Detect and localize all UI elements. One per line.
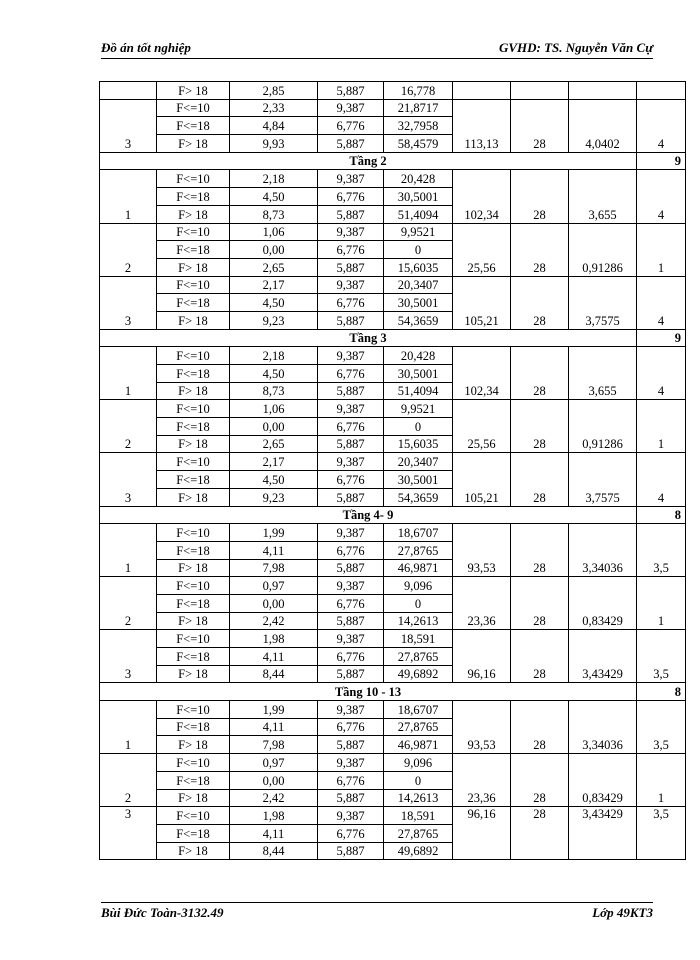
n-cell: 28	[511, 524, 569, 577]
product-cell: 49,6892	[384, 665, 453, 683]
group-number: 2	[100, 400, 157, 453]
condition-cell: F<=18	[157, 648, 230, 666]
condition-cell: F<=18	[157, 771, 230, 789]
area-cell: 4,11	[230, 718, 318, 736]
ratio-cell: 3,34036	[569, 701, 637, 754]
sum-cell: 113,13	[453, 99, 511, 152]
area-cell: 1,98	[230, 807, 318, 825]
header-left: Đồ án tốt nghiệp	[101, 40, 191, 55]
sum-cell: 96,16	[453, 807, 511, 860]
sum-cell: 102,34	[453, 347, 511, 400]
section-total: 9	[637, 329, 686, 347]
area-cell: 1,99	[230, 524, 318, 542]
condition-cell: F<=18	[157, 188, 230, 206]
product-cell: 21,8717	[384, 99, 453, 117]
table-row	[100, 152, 686, 170]
condition-cell: F<=10	[157, 400, 230, 418]
condition-cell: F<=18	[157, 365, 230, 383]
condition-cell: F<=10	[157, 807, 230, 825]
n-cell: 28	[511, 99, 569, 152]
product-cell: 18,591	[384, 807, 453, 825]
table-row	[100, 82, 686, 100]
condition-cell: F<=10	[157, 754, 230, 772]
footer-right: Lớp 49KT3	[592, 905, 653, 920]
product-cell: 30,5001	[384, 294, 453, 312]
condition-cell: F<=18	[157, 594, 230, 612]
condition-cell: F<=10	[157, 276, 230, 294]
n-cell: 28	[511, 807, 569, 860]
product-cell: 46,9871	[384, 559, 453, 577]
area-cell: 2,18	[230, 170, 318, 188]
condition-cell: F> 18	[157, 488, 230, 506]
product-cell: 0	[384, 771, 453, 789]
condition-cell: F<=18	[157, 718, 230, 736]
coef-cell: 9,387	[318, 453, 384, 471]
area-cell: 2,65	[230, 258, 318, 276]
product-cell: 30,5001	[384, 188, 453, 206]
group-number: 3	[100, 807, 157, 860]
product-cell: 58,4579	[384, 135, 453, 153]
product-cell: 0	[384, 594, 453, 612]
table-row	[100, 400, 686, 418]
condition-cell: F<=10	[157, 701, 230, 719]
coef-cell: 6,776	[318, 241, 384, 259]
condition-cell: F> 18	[157, 612, 230, 630]
coef-cell: 6,776	[318, 365, 384, 383]
condition-cell: F<=10	[157, 524, 230, 542]
area-cell: 4,50	[230, 188, 318, 206]
sum-cell: 105,21	[453, 276, 511, 329]
coef-cell: 5,887	[318, 382, 384, 400]
count-cell	[637, 82, 686, 100]
group-number: 3	[100, 453, 157, 506]
condition-cell: F<=18	[157, 418, 230, 436]
section-total: 9	[637, 152, 686, 170]
product-cell: 46,9871	[384, 736, 453, 754]
coef-cell: 6,776	[318, 418, 384, 436]
table-row	[100, 524, 686, 542]
section-total: 8	[637, 683, 686, 701]
area-cell: 2,33	[230, 99, 318, 117]
header-right: GVHD: TS. Nguyễn Văn Cự	[498, 40, 653, 55]
n-cell: 28	[511, 170, 569, 223]
coef-cell: 9,387	[318, 577, 384, 595]
area-cell: 2,65	[230, 435, 318, 453]
area-cell: 2,17	[230, 453, 318, 471]
area-cell: 2,42	[230, 789, 318, 807]
table-row	[100, 329, 686, 347]
coef-cell: 6,776	[318, 188, 384, 206]
area-cell: 1,98	[230, 630, 318, 648]
area-cell: 4,11	[230, 541, 318, 559]
coef-cell: 9,387	[318, 701, 384, 719]
area-cell: 8,73	[230, 205, 318, 223]
ratio-cell: 3,34036	[569, 524, 637, 577]
product-cell: 54,3659	[384, 311, 453, 329]
condition-cell: F<=10	[157, 347, 230, 365]
table-row	[100, 701, 686, 719]
product-cell: 27,8765	[384, 718, 453, 736]
condition-cell: F> 18	[157, 736, 230, 754]
condition-cell: F<=10	[157, 223, 230, 241]
coef-cell: 9,387	[318, 524, 384, 542]
coef-cell: 5,887	[318, 736, 384, 754]
coef-cell: 5,887	[318, 82, 384, 100]
sum-cell: 93,53	[453, 524, 511, 577]
group-number: 3	[100, 99, 157, 152]
sum-cell: 105,21	[453, 453, 511, 506]
ratio-cell: 0,91286	[569, 400, 637, 453]
area-cell: 8,44	[230, 665, 318, 683]
coef-cell: 9,387	[318, 223, 384, 241]
coef-cell: 5,887	[318, 559, 384, 577]
area-cell: 2,17	[230, 276, 318, 294]
product-cell: 20,428	[384, 347, 453, 365]
product-cell: 9,096	[384, 577, 453, 595]
coef-cell: 5,887	[318, 665, 384, 683]
sum-cell: 25,56	[453, 400, 511, 453]
coef-cell: 9,387	[318, 400, 384, 418]
ratio-cell: 0,83429	[569, 577, 637, 630]
condition-cell: F> 18	[157, 559, 230, 577]
condition-cell: F> 18	[157, 665, 230, 683]
coef-cell: 6,776	[318, 471, 384, 489]
condition-cell: F<=18	[157, 541, 230, 559]
ratio-cell: 4,0402	[569, 99, 637, 152]
coef-cell: 5,887	[318, 435, 384, 453]
condition-cell: F<=18	[157, 471, 230, 489]
table-row	[100, 223, 686, 241]
product-cell: 49,6892	[384, 842, 453, 860]
count-cell: 1	[637, 400, 686, 453]
count-cell: 1	[637, 223, 686, 276]
group-number: 3	[100, 276, 157, 329]
product-cell: 18,591	[384, 630, 453, 648]
area-cell: 1,99	[230, 701, 318, 719]
section-total: 8	[637, 506, 686, 524]
group-number: 1	[100, 347, 157, 400]
ratio-cell: 3,43429	[569, 807, 637, 860]
area-cell: 9,23	[230, 488, 318, 506]
product-cell: 32,7958	[384, 117, 453, 135]
n-cell: 28	[511, 577, 569, 630]
count-cell: 4	[637, 170, 686, 223]
area-cell: 7,98	[230, 736, 318, 754]
product-cell: 30,5001	[384, 471, 453, 489]
area-cell: 4,50	[230, 471, 318, 489]
product-cell: 15,6035	[384, 258, 453, 276]
area-cell: 4,11	[230, 824, 318, 842]
area-cell: 1,06	[230, 400, 318, 418]
area-cell: 2,85	[230, 82, 318, 100]
coef-cell: 9,387	[318, 807, 384, 825]
n-cell: 28	[511, 453, 569, 506]
product-cell: 27,8765	[384, 541, 453, 559]
group-number: 1	[100, 701, 157, 754]
n-cell: 28	[511, 276, 569, 329]
condition-cell: F> 18	[157, 842, 230, 860]
coef-cell: 5,887	[318, 135, 384, 153]
n-cell: 28	[511, 630, 569, 683]
condition-cell: F<=18	[157, 824, 230, 842]
area-cell: 0,00	[230, 418, 318, 436]
group-number: 2	[100, 754, 157, 807]
condition-cell: F> 18	[157, 205, 230, 223]
ratio-cell: 0,91286	[569, 223, 637, 276]
count-cell: 3,5	[637, 630, 686, 683]
ratio-cell: 3,655	[569, 347, 637, 400]
count-cell: 3,5	[637, 807, 686, 860]
coef-cell: 6,776	[318, 824, 384, 842]
area-cell: 0,00	[230, 241, 318, 259]
count-cell: 4	[637, 99, 686, 152]
condition-cell: F> 18	[157, 311, 230, 329]
sum-cell: 23,36	[453, 754, 511, 807]
section-title: Tầng 10 - 13	[100, 683, 637, 701]
n-cell: 28	[511, 347, 569, 400]
coef-cell: 6,776	[318, 771, 384, 789]
coef-cell: 5,887	[318, 842, 384, 860]
product-cell: 30,5001	[384, 365, 453, 383]
table-row	[100, 170, 686, 188]
coef-cell: 5,887	[318, 488, 384, 506]
count-cell: 4	[637, 276, 686, 329]
table-row	[100, 276, 686, 294]
table-row	[100, 453, 686, 471]
page-header	[101, 38, 653, 59]
product-cell: 0	[384, 241, 453, 259]
product-cell: 51,4094	[384, 205, 453, 223]
table-row	[100, 347, 686, 365]
product-cell: 15,6035	[384, 435, 453, 453]
coef-cell: 6,776	[318, 117, 384, 135]
condition-cell: F<=10	[157, 630, 230, 648]
count-cell: 1	[637, 754, 686, 807]
group-number: 2	[100, 577, 157, 630]
coef-cell: 9,387	[318, 99, 384, 117]
table-row	[100, 683, 686, 701]
ratio-cell: 3,655	[569, 170, 637, 223]
sum-cell: 102,34	[453, 170, 511, 223]
table-row	[100, 99, 686, 117]
coef-cell: 6,776	[318, 541, 384, 559]
area-cell: 0,97	[230, 577, 318, 595]
coef-cell: 9,387	[318, 170, 384, 188]
area-cell: 2,42	[230, 612, 318, 630]
section-title: Tầng 4- 9	[100, 506, 637, 524]
group-number: 3	[100, 630, 157, 683]
area-cell: 9,23	[230, 311, 318, 329]
coef-cell: 5,887	[318, 258, 384, 276]
page-footer	[101, 902, 653, 921]
sum-cell: 96,16	[453, 630, 511, 683]
n-cell	[511, 82, 569, 100]
area-cell: 4,50	[230, 365, 318, 383]
condition-cell: F<=18	[157, 241, 230, 259]
product-cell: 18,6707	[384, 524, 453, 542]
coef-cell: 6,776	[318, 718, 384, 736]
product-cell: 0	[384, 418, 453, 436]
table-row	[100, 807, 686, 825]
area-cell: 1,06	[230, 223, 318, 241]
condition-cell: F<=10	[157, 453, 230, 471]
area-cell: 4,11	[230, 648, 318, 666]
coef-cell: 5,887	[318, 205, 384, 223]
n-cell: 28	[511, 223, 569, 276]
coef-cell: 9,387	[318, 276, 384, 294]
table-row	[100, 506, 686, 524]
coef-cell: 9,387	[318, 754, 384, 772]
product-cell: 14,2613	[384, 789, 453, 807]
area-cell: 4,84	[230, 117, 318, 135]
product-cell: 51,4094	[384, 382, 453, 400]
reinforcement-table	[99, 81, 686, 860]
ratio-cell: 3,7575	[569, 276, 637, 329]
coef-cell: 6,776	[318, 648, 384, 666]
coef-cell: 6,776	[318, 294, 384, 312]
count-cell: 4	[637, 453, 686, 506]
group-number: 1	[100, 524, 157, 577]
footer-left: Bùi Đức Toàn-3132.49	[101, 905, 224, 920]
condition-cell: F> 18	[157, 135, 230, 153]
product-cell: 27,8765	[384, 648, 453, 666]
group-number: 1	[100, 170, 157, 223]
condition-cell: F<=10	[157, 99, 230, 117]
product-cell: 54,3659	[384, 488, 453, 506]
coef-cell: 5,887	[318, 789, 384, 807]
product-cell: 27,8765	[384, 824, 453, 842]
sum-cell: 25,56	[453, 223, 511, 276]
coef-cell: 5,887	[318, 311, 384, 329]
count-cell: 3,5	[637, 524, 686, 577]
sum-cell	[453, 82, 511, 100]
condition-cell: F<=18	[157, 294, 230, 312]
area-cell: 8,73	[230, 382, 318, 400]
area-cell: 2,18	[230, 347, 318, 365]
table-body	[100, 82, 686, 860]
count-cell: 3,5	[637, 701, 686, 754]
n-cell: 28	[511, 701, 569, 754]
no-cell	[100, 82, 157, 100]
area-cell: 0,00	[230, 771, 318, 789]
area-cell: 0,97	[230, 754, 318, 772]
area-cell: 4,50	[230, 294, 318, 312]
coef-cell: 5,887	[318, 612, 384, 630]
section-title: Tầng 2	[100, 152, 637, 170]
sum-cell: 23,36	[453, 577, 511, 630]
n-cell: 28	[511, 754, 569, 807]
product-cell: 20,3407	[384, 276, 453, 294]
product-cell: 9,9521	[384, 223, 453, 241]
ratio-cell	[569, 82, 637, 100]
count-cell: 4	[637, 347, 686, 400]
group-number: 2	[100, 223, 157, 276]
coef-cell: 9,387	[318, 630, 384, 648]
ratio-cell: 3,7575	[569, 453, 637, 506]
coef-cell: 9,387	[318, 347, 384, 365]
product-cell: 9,9521	[384, 400, 453, 418]
condition-cell: F<=18	[157, 117, 230, 135]
table-row	[100, 630, 686, 648]
product-cell: 18,6707	[384, 701, 453, 719]
sum-cell: 93,53	[453, 701, 511, 754]
product-cell: 20,428	[384, 170, 453, 188]
condition-cell: F> 18	[157, 789, 230, 807]
table-row	[100, 754, 686, 772]
table-row	[100, 577, 686, 595]
condition-cell: F> 18	[157, 382, 230, 400]
condition-cell: F<=10	[157, 170, 230, 188]
product-cell: 16,778	[384, 82, 453, 100]
product-cell: 20,3407	[384, 453, 453, 471]
ratio-cell: 3,43429	[569, 630, 637, 683]
area-cell: 8,44	[230, 842, 318, 860]
ratio-cell: 0,83429	[569, 754, 637, 807]
condition-cell: F> 18	[157, 258, 230, 276]
area-cell: 7,98	[230, 559, 318, 577]
condition-cell: F<=10	[157, 577, 230, 595]
condition-cell: F> 18	[157, 82, 230, 100]
area-cell: 9,93	[230, 135, 318, 153]
n-cell: 28	[511, 400, 569, 453]
count-cell: 1	[637, 577, 686, 630]
coef-cell: 6,776	[318, 594, 384, 612]
product-cell: 14,2613	[384, 612, 453, 630]
product-cell: 9,096	[384, 754, 453, 772]
condition-cell: F> 18	[157, 435, 230, 453]
area-cell: 0,00	[230, 594, 318, 612]
section-title: Tầng 3	[100, 329, 637, 347]
